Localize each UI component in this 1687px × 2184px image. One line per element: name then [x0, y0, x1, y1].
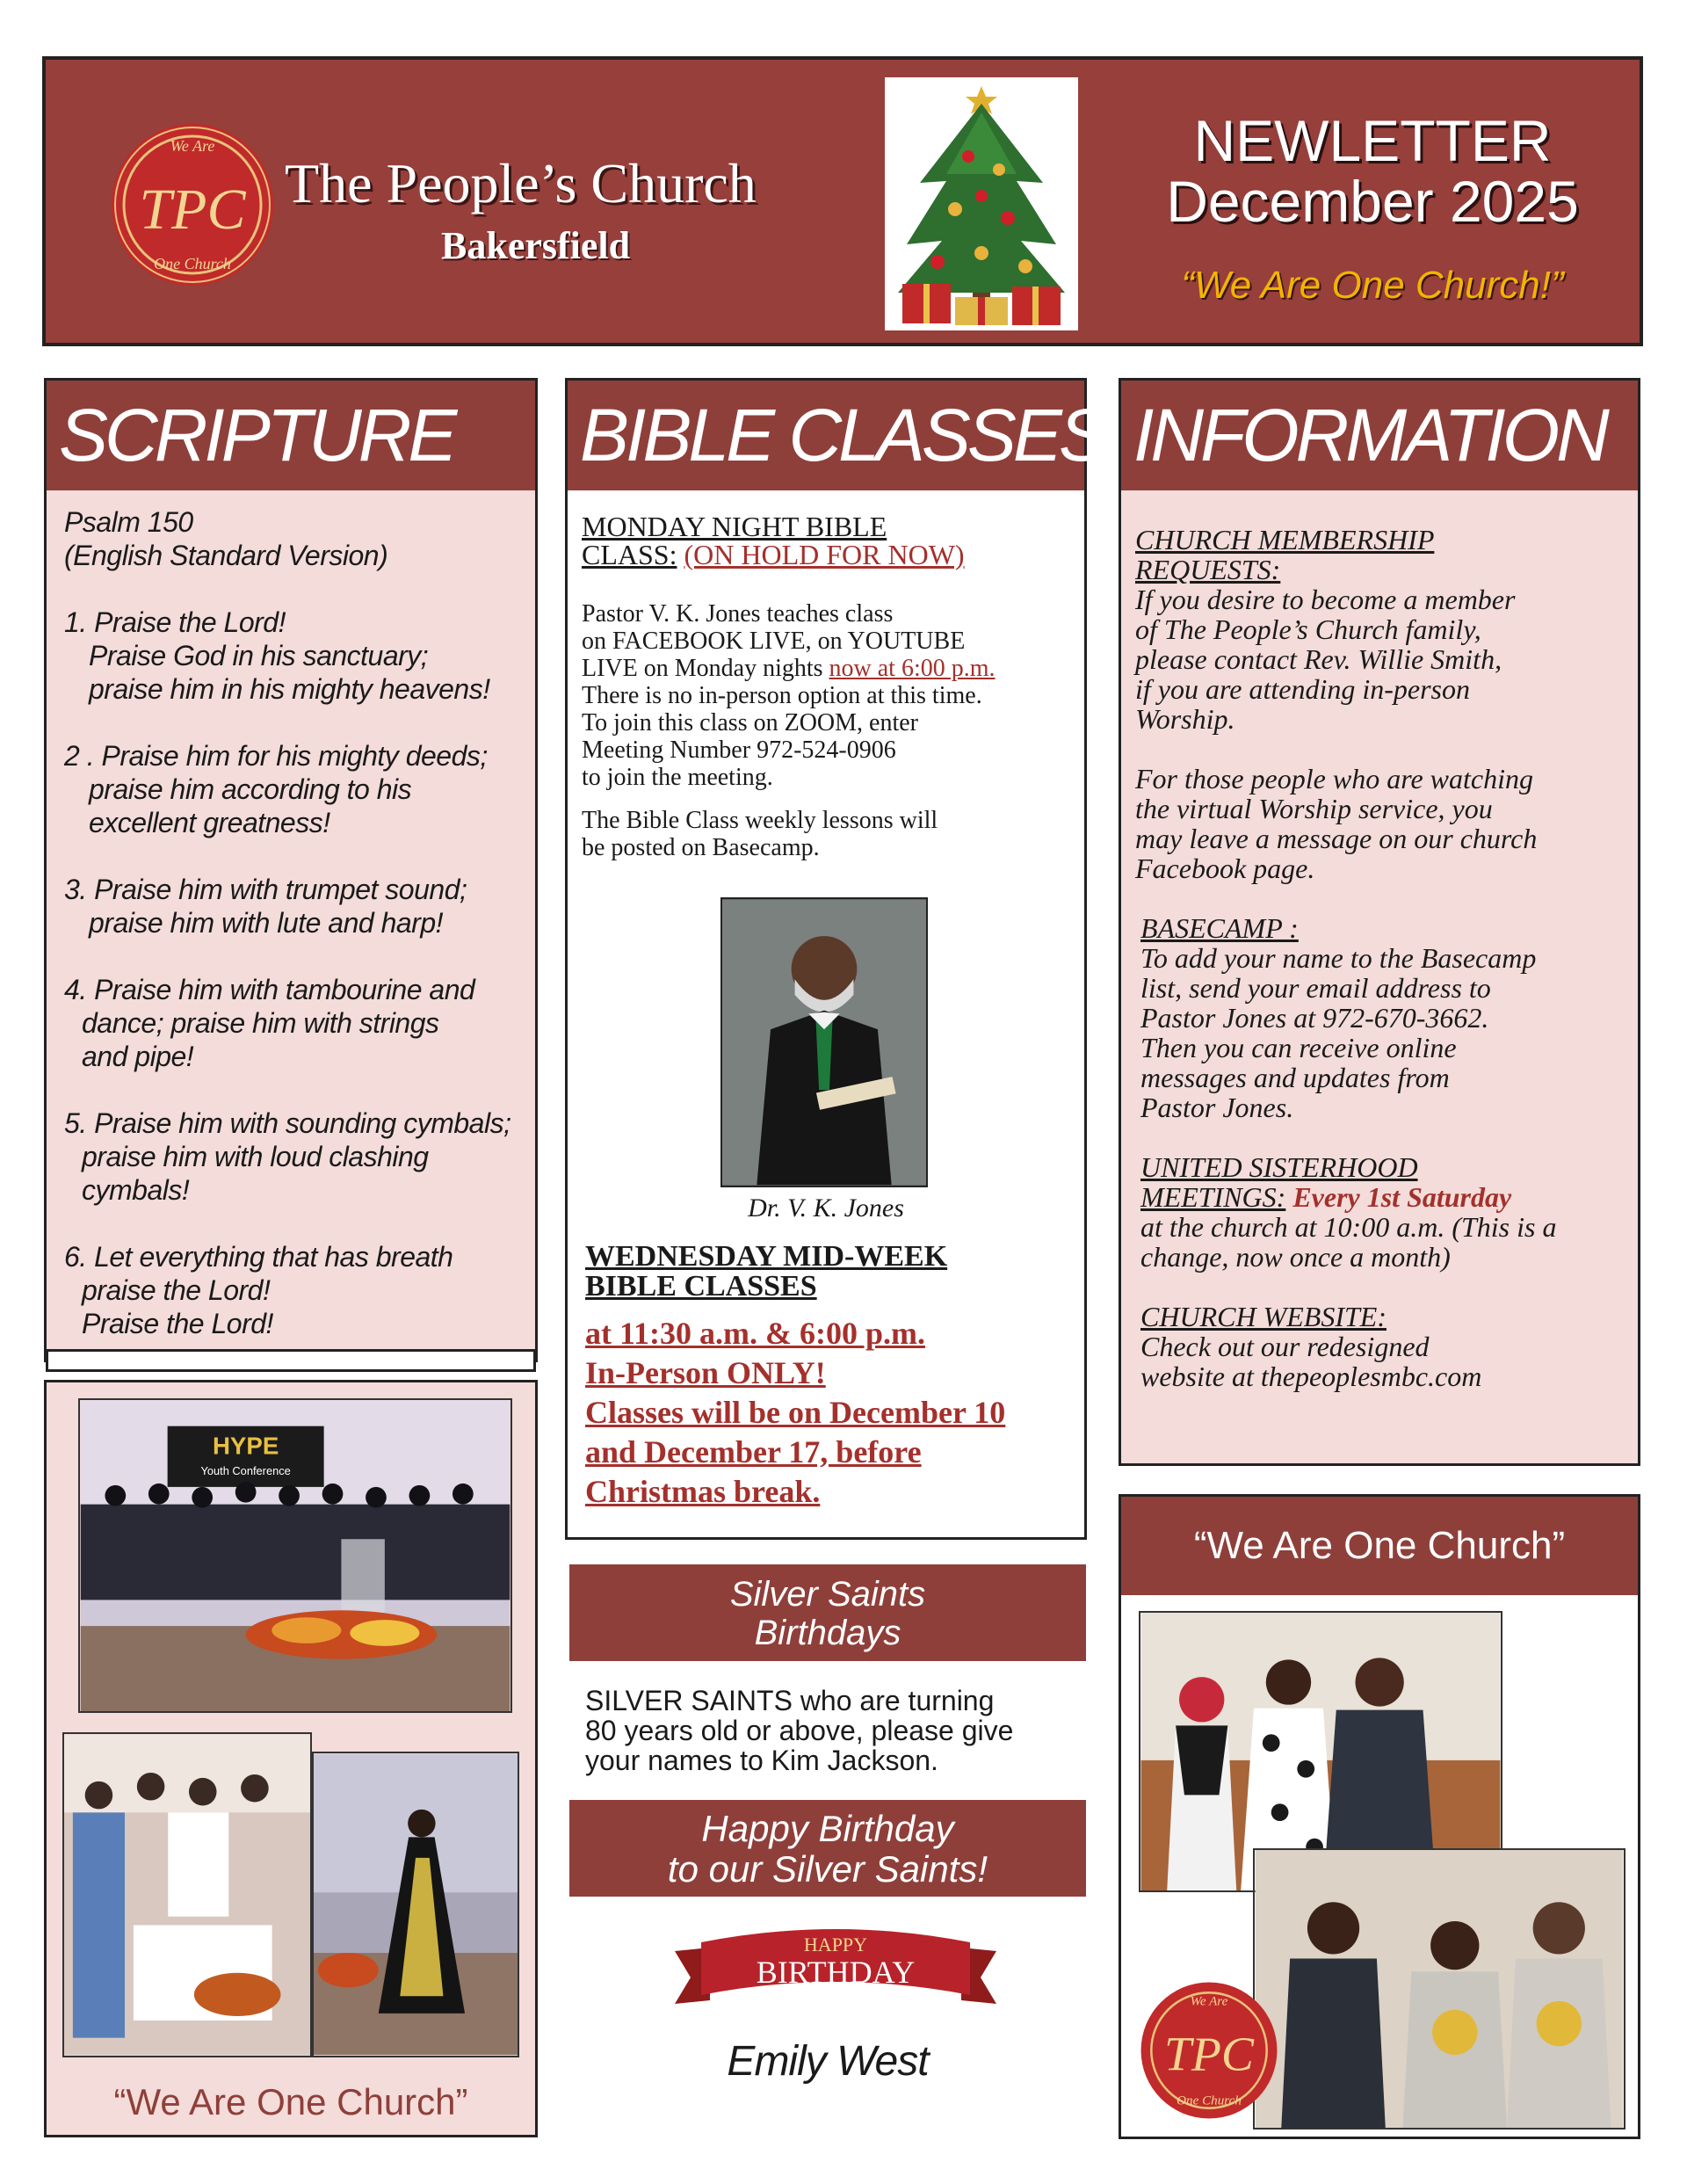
wednesday-detail-line: Christmas break.: [585, 1474, 821, 1509]
virtual-line: may leave a message on our church: [1135, 823, 1538, 854]
bible-para-line: LIVE on Monday nights: [582, 655, 823, 682]
silver-saints-line: SILVER SAINTS who are turning: [585, 1685, 995, 1716]
svg-text:TPC: TPC: [1164, 2027, 1254, 2082]
verse-6-line: Praise the Lord!: [82, 1308, 273, 1339]
verse-1-line: Praise God in his sanctuary;: [89, 640, 429, 671]
bible-classes-text: [582, 512, 1082, 861]
wednesday-detail-line: Classes will be on December 10: [585, 1395, 1006, 1430]
newsletter-date: December 2025: [1166, 169, 1579, 235]
verse-1: 1. Praise the Lord!: [64, 606, 286, 638]
pastor-photo: [720, 897, 928, 1187]
monday-time: now at 6:00 p.m.: [829, 655, 996, 682]
basecamp-line: list, send your email address to: [1140, 972, 1491, 1004]
sisterhood-block: [1135, 1152, 1634, 1272]
sisterhood-title: MEETINGS:: [1140, 1181, 1286, 1213]
svg-text:HYPE: HYPE: [212, 1432, 279, 1460]
praise-dancer-photo: [312, 1752, 519, 2057]
monday-title: MONDAY NIGHT BIBLE: [582, 511, 887, 542]
membership-title: REQUESTS:: [1135, 554, 1281, 585]
bible-para-line: Pastor V. K. Jones teaches class: [582, 600, 894, 628]
basecamp-line: To add your name to the Basecamp: [1140, 942, 1537, 974]
membership-line: if you are attending in-person: [1135, 673, 1470, 705]
zoom-meeting-number: Meeting Number 972-524-0906: [582, 736, 896, 764]
information-section: [1119, 378, 1640, 1466]
membership-line: of The People’s Church family,: [1135, 613, 1481, 645]
church-city: Bakersfield: [441, 224, 631, 267]
happy-birthday-banner-line: to our Silver Saints!: [667, 1848, 988, 1890]
virtual-line: For those people who are watching: [1135, 763, 1533, 795]
bible-para-line: To join this class on ZOOM, enter: [582, 709, 918, 736]
silver-saints-banner-line: Birthdays: [754, 1614, 901, 1652]
basecamp-line: Pastor Jones.: [1140, 1092, 1294, 1123]
verse-5: 5. Praise him with sounding cymbals;: [64, 1107, 511, 1139]
membership-line: Worship.: [1135, 703, 1235, 735]
website-block: [1135, 1302, 1634, 1391]
silver-saints-line: your names to Kim Jackson.: [585, 1745, 938, 1776]
scripture-heading: SCRIPTURE: [59, 394, 454, 476]
monday-hold-status: (ON HOLD FOR NOW): [684, 539, 965, 570]
verse-4-line: dance; praise him with strings: [82, 1007, 439, 1039]
verse-3-line: praise him with lute and harp!: [89, 907, 443, 939]
wednesday-detail-line: and December 17, before: [585, 1434, 922, 1469]
verse-5-line: praise him with loud clashing: [82, 1141, 429, 1172]
svg-text:Youth Conference: Youth Conference: [200, 1464, 291, 1478]
silver-saints-banner: [569, 1564, 1086, 1661]
verse-1-line: praise him in his mighty heavens!: [89, 673, 490, 705]
website-title: CHURCH WEBSITE:: [1140, 1301, 1387, 1332]
svg-text:HAPPY: HAPPY: [803, 1934, 868, 1955]
membership-block: [1135, 525, 1634, 734]
left-slogan: “We Are One Church”: [113, 2081, 468, 2122]
silver-saints-text: [585, 1686, 1086, 1775]
scripture-text: [64, 505, 530, 1374]
scripture-version: (English Standard Version): [64, 540, 388, 571]
bible-para-line: on FACEBOOK LIVE, on YOUTUBE: [582, 628, 966, 655]
scripture-section: [44, 378, 538, 1362]
wednesday-times: at 11:30 a.m. & 6:00 p.m.: [585, 1316, 925, 1351]
newsletter-header: [42, 56, 1643, 346]
sisterhood-title: UNITED SISTERHOOD: [1140, 1151, 1418, 1183]
christmas-tree-image: [885, 77, 1078, 330]
silver-saints-line: 80 years old or above, please give: [585, 1715, 1014, 1746]
right-slogan-banner: “We Are One Church”: [1121, 1497, 1638, 1595]
pastor-caption: Dr. V. K. Jones: [748, 1194, 904, 1223]
svg-text:One Church: One Church: [1177, 2093, 1242, 2108]
verse-4: 4. Praise him with tambourine and: [64, 974, 475, 1005]
sisterhood-line: at the church at 10:00 a.m. (This is a: [1140, 1211, 1557, 1243]
wednesday-title-line: BIBLE CLASSES: [585, 1270, 817, 1302]
happy-birthday-banner: [569, 1800, 1086, 1897]
membership-title: CHURCH MEMBERSHIP: [1135, 524, 1435, 555]
wednesday-classes: [585, 1242, 1077, 1512]
bible-heading: BIBLE CLASSES: [580, 394, 1104, 476]
birthday-celebrant: Emily West: [727, 2038, 929, 2085]
bible-para-line: The Bible Class weekly lessons will: [582, 807, 938, 834]
scripture-ref: Psalm 150: [64, 506, 193, 538]
newsletter-title-line1: NEWLETTER: [1193, 108, 1552, 173]
conference-attendees-photo: [1253, 1848, 1625, 2130]
sisterhood-schedule: Every 1st Saturday: [1292, 1181, 1512, 1213]
wednesday-title: [585, 1242, 1077, 1302]
bible-para-line: be posted on Basecamp.: [582, 834, 820, 861]
info-heading: INFORMATION: [1133, 394, 1606, 476]
bible-para-line: to join the meeting.: [582, 764, 773, 791]
virtual-line: Facebook page.: [1135, 853, 1315, 884]
membership-line: If you desire to become a member: [1135, 584, 1516, 615]
virtual-line: the virtual Worship service, you: [1135, 793, 1493, 824]
monday-title-line2: CLASS:: [582, 539, 677, 570]
silver-saints-banner-line: Silver Saints: [729, 1575, 926, 1614]
svg-text:BIRTHDAY: BIRTHDAY: [756, 1955, 916, 1990]
information-text: [1135, 525, 1634, 1421]
left-photo-panel: [44, 1380, 538, 2137]
basecamp-title: BASECAMP :: [1140, 912, 1299, 944]
basecamp-line: messages and updates from: [1140, 1062, 1450, 1093]
wednesday-details: [585, 1314, 1077, 1512]
info-heading-bar: [1121, 381, 1638, 490]
bible-para-line: There is no in-person option at this time.: [582, 682, 982, 709]
bible-classes-section: [565, 378, 1104, 1540]
verse-3: 3. Praise him with trumpet sound;: [64, 874, 467, 905]
verse-6-line: praise the Lord!: [82, 1274, 271, 1306]
basecamp-line: Then you can receive online: [1140, 1032, 1457, 1063]
youth-choir-photo: [78, 1398, 512, 1713]
header-slogan: “We Are One Church!”: [1181, 264, 1564, 307]
svg-text:We Are: We Are: [170, 137, 215, 155]
birthday-ribbon-graphic: [675, 1916, 996, 2013]
wednesday-title-line: WEDNESDAY MID-WEEK: [585, 1240, 948, 1273]
bible-heading-bar: [568, 381, 1104, 490]
baby-dedication-photo: [62, 1732, 312, 2057]
happy-birthday-banner-line: Happy Birthday: [701, 1808, 954, 1849]
sisterhood-line: change, now once a month): [1140, 1241, 1451, 1273]
virtual-worship-block: [1135, 764, 1634, 883]
svg-text:We Are: We Are: [1190, 1993, 1228, 2009]
basecamp-phone: Pastor Jones at 972-670-3662.: [1140, 1002, 1489, 1034]
church-logo: [109, 121, 276, 288]
svg-text:One Church: One Church: [154, 255, 231, 272]
website-url: website at thepeoplesmbc.com: [1140, 1360, 1482, 1392]
wednesday-detail-line: In-Person ONLY!: [585, 1355, 826, 1390]
verse-5-line: cymbals!: [82, 1174, 190, 1206]
right-photo-panel: [1119, 1494, 1640, 2139]
church-name: The People’s Church: [285, 152, 757, 214]
scripture-heading-bar: [47, 381, 535, 490]
verse-2: 2 . Praise him for his mighty deeds;: [64, 740, 488, 772]
verse-2-line: praise him according to his: [89, 773, 412, 805]
verse-6: 6. Let everything that has breath: [64, 1241, 453, 1273]
section-divider: [46, 1349, 536, 1372]
verse-2-line: excellent greatness!: [89, 807, 330, 838]
website-line: Check out our redesigned: [1140, 1331, 1430, 1362]
svg-text:TPC: TPC: [139, 178, 246, 242]
basecamp-block: [1135, 913, 1634, 1122]
membership-line: please contact Rev. Willie Smith,: [1135, 643, 1502, 675]
church-logo-small: [1139, 1980, 1279, 2121]
verse-4-line: and pipe!: [82, 1041, 194, 1072]
newsletter-title: [1126, 108, 1618, 235]
